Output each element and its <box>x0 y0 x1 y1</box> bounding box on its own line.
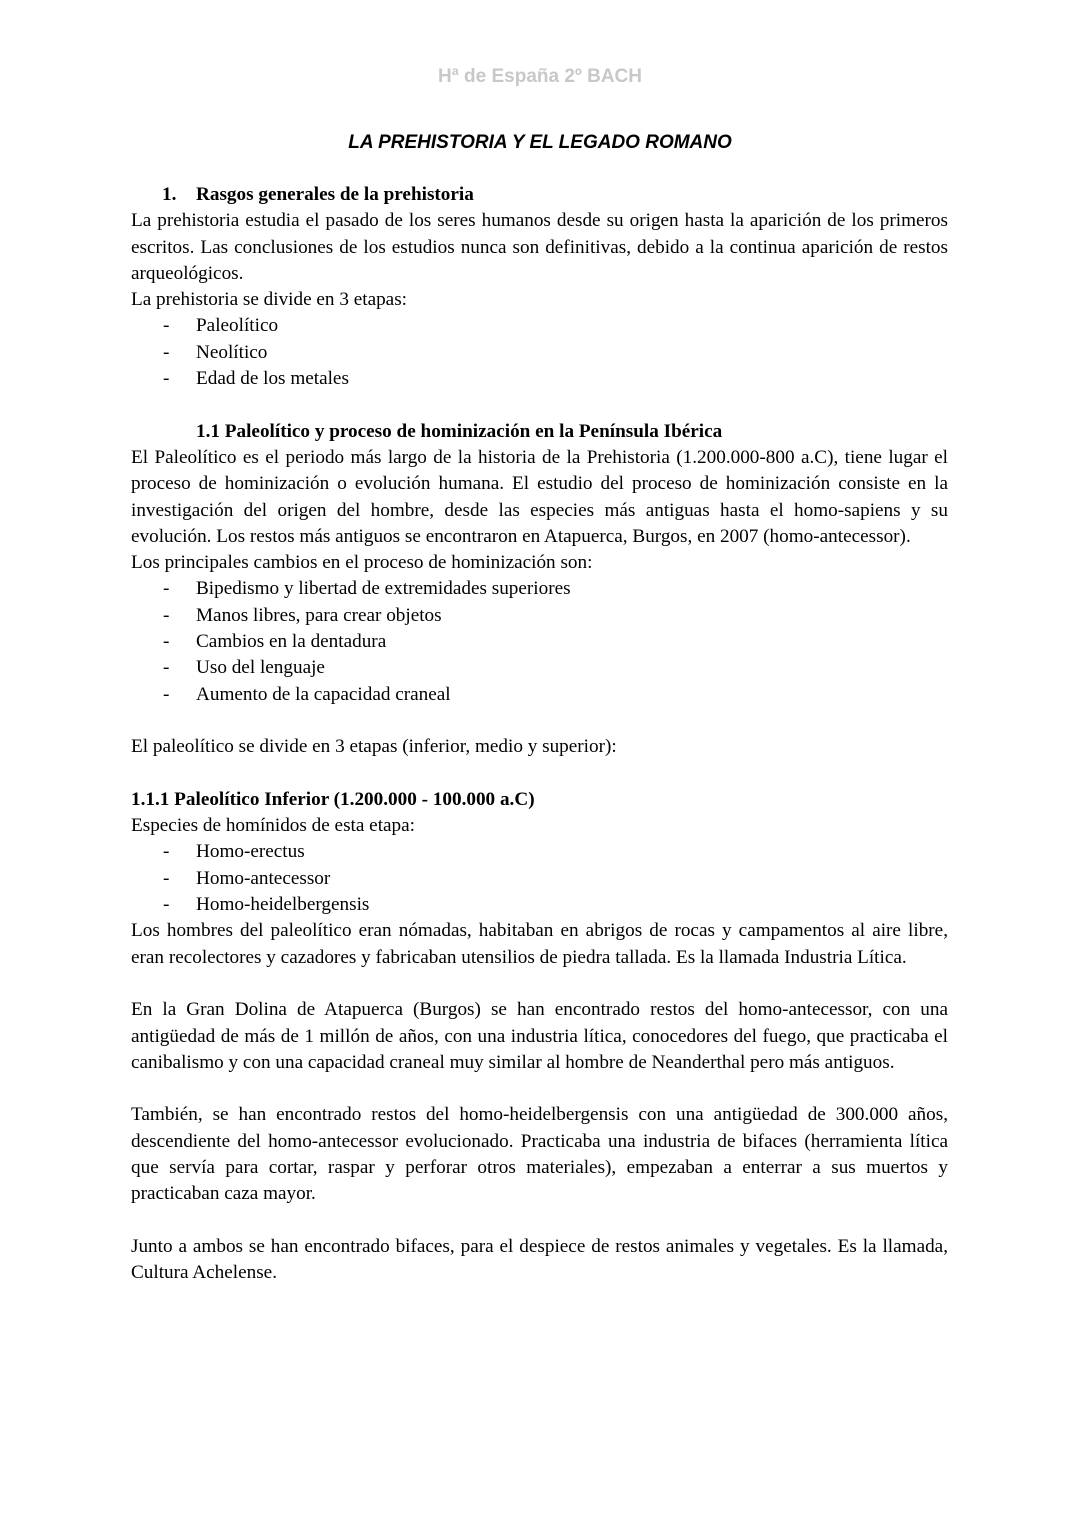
list-item: - Manos libres, para crear objetos <box>131 603 948 629</box>
dash-bullet-icon: - <box>163 341 170 363</box>
dash-bullet-icon: - <box>163 683 170 705</box>
list-item: - Aumento de la capacidad craneal <box>131 682 948 708</box>
paragraph-paleolitico: El Paleolítico es el periodo más largo de la historia de la Prehistoria (1.200.000-800 a.C), tiene lugar el proceso de hominización o evolución humana. El estudio del proceso de hominización consiste en la investigación del origen del hombre, desde las especies más antiguas hasta el homo-sapiens y su evolución. Los restos más antiguos se encontraron en Atapuerca, Burgos, en 2007 (homo-antecessor). <box>131 446 948 547</box>
paleolitico-division: El paleolítico se divide en 3 etapas (inferior, medio y superior): <box>131 736 617 758</box>
paragraph-achelense: Junto a ambos se han encontrado bifaces, para el despiece de restos animales y vegetales. Es la llamada, Cultura Achelense. <box>131 1235 948 1284</box>
list-item: - Homo-antecessor <box>131 866 948 892</box>
species-list <box>131 839 948 918</box>
list-item: - Homo-heidelbergensis <box>131 892 948 918</box>
section-heading-1-1-1: 1.1.1 Paleolítico Inferior (1.200.000 - 100.000 a.C) <box>131 788 535 810</box>
stages-list <box>131 313 948 392</box>
document-title: LA PREHISTORIA Y EL LEGADO ROMANO <box>348 132 732 153</box>
dash-bullet-icon: - <box>163 368 170 390</box>
dash-bullet-icon: - <box>163 894 170 916</box>
list-item: - Homo-erectus <box>131 839 948 865</box>
section-title: Rasgos generales de la prehistoria <box>196 184 474 205</box>
paragraph-nomadas: Los hombres del paleolítico eran nómadas, habitaban en abrigos de rocas y campamentos al aire libre, eran recolectores y cazadores y fabricaban utensilios de piedra tallada. Es la llamada Industria Lítica. <box>131 920 948 968</box>
paragraph-gran-dolina: En la Gran Dolina de Atapuerca (Burgos) se han encontrado restos del homo-antecessor, con una antigüedad de más de 1 millón de años, con una industria lítica, conocedores del fuego, que practicaba el canibalismo y con una capacidad craneal muy similar al hombre de Neanderthal pero más antiguos. <box>131 999 948 1073</box>
section-number: 1. <box>162 184 177 205</box>
dash-bullet-icon: - <box>163 631 170 653</box>
list-item: - Paleolítico <box>131 313 948 339</box>
dash-bullet-icon: - <box>163 841 170 863</box>
dash-bullet-icon: - <box>163 315 170 337</box>
section-heading-1-1: 1.1 Paleolítico y proceso de hominización en la Península Ibérica <box>196 420 723 442</box>
changes-intro: Los principales cambios en el proceso de hominización son: <box>131 552 593 574</box>
changes-list <box>131 576 948 707</box>
list-item: - Cambios en la dentadura <box>131 629 948 655</box>
paragraph-heidelbergensis: También, se han encontrado restos del homo-heidelbergensis con una antigüedad de 300.000 años, descendiente del homo-antecessor evolucionado. Practicaba una industria de bifaces (herramienta lítica que servía para cortar, raspar y perforar otros materiales), empezaban a enterrar a sus muertos y practicaban caza mayor. <box>131 1104 948 1205</box>
dash-bullet-icon: - <box>163 578 170 600</box>
dash-bullet-icon: - <box>163 657 170 679</box>
section-heading-1 <box>131 182 948 208</box>
list-item: - Neolítico <box>131 340 948 366</box>
paragraph-prehistoria-definition: La prehistoria estudia el pasado de los seres humanos desde su origen hasta la aparición de los primeros escritos. Las conclusiones de los estudios nunca son definitivas, debido a la continua aparición de restos arqueológicos. <box>131 210 948 284</box>
species-intro: Especies de homínidos de esta etapa: <box>131 815 415 837</box>
list-item: - Edad de los metales <box>131 366 948 392</box>
stages-intro: La prehistoria se divide en 3 etapas: <box>131 289 407 311</box>
document-body <box>131 182 948 1286</box>
page-header: Hª de España 2º BACH <box>437 66 643 87</box>
list-item: - Bipedismo y libertad de extremidades superiores <box>131 576 948 602</box>
list-item: - Uso del lenguaje <box>131 655 948 681</box>
dash-bullet-icon: - <box>163 604 170 626</box>
dash-bullet-icon: - <box>163 867 170 889</box>
